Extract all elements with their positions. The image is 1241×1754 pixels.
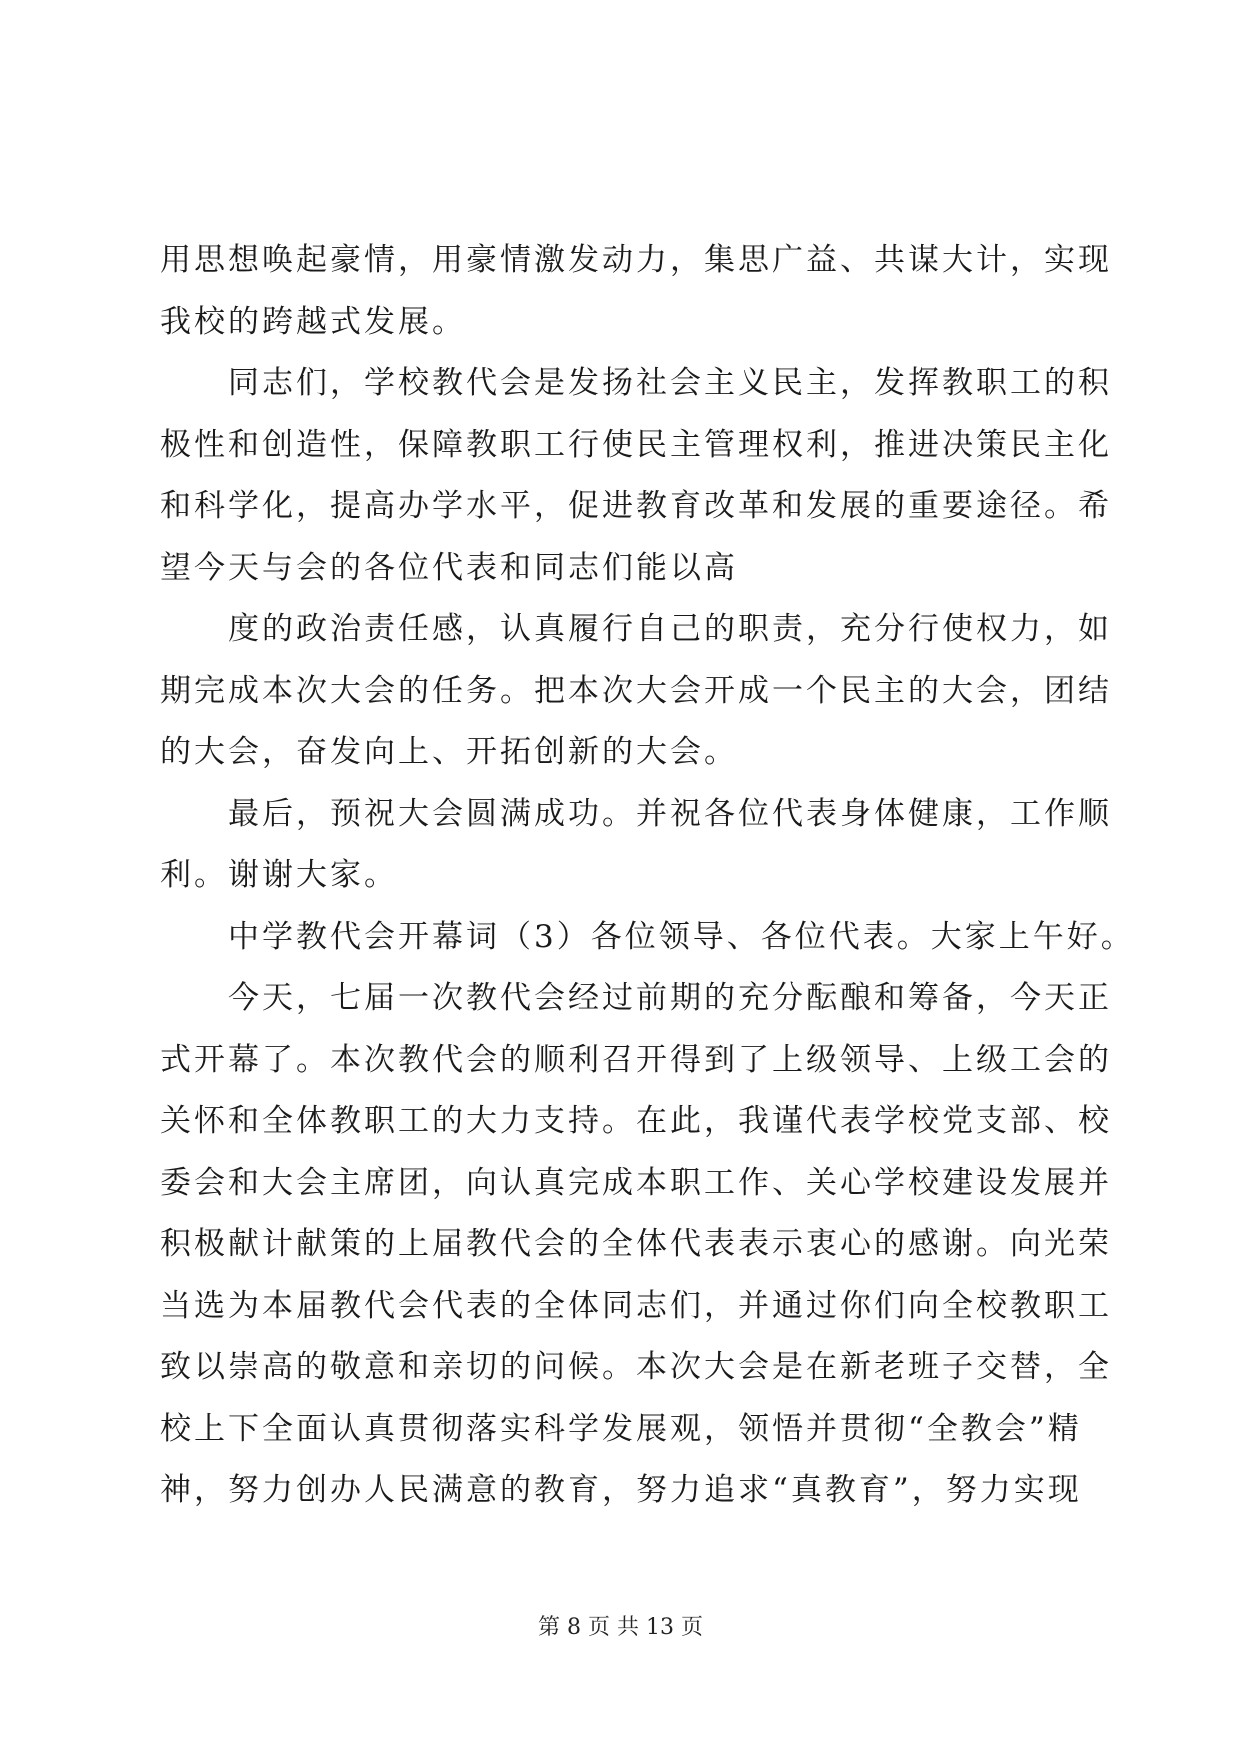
text-line: 的大会，奋发向上、开拓创新的大会。 (160, 734, 738, 770)
text-line: 利。谢谢大家。 (160, 857, 398, 893)
text-line: 望今天与会的各位代表和同志们能以高 (160, 549, 738, 586)
paragraph-start-line: 同志们，学校教代会是发扬社会主义民主，发挥教职工的积 (228, 365, 1112, 401)
text-line: 校上下全面认真贯彻落实科学发展观，领悟并贯彻“全教会”精 (160, 1410, 1082, 1447)
text-line: 神，努力创办人民满意的教育，努力追求“真教育”，努力实现 (160, 1472, 1082, 1508)
text-line: 关怀和全体教职工的大力支持。在此，我谨代表学校党支部、校 (160, 1103, 1112, 1139)
text-line: 期完成本次大会的任务。把本次大会开成一个民主的大会，团结 (160, 672, 1112, 709)
text-line: 致以崇高的敬意和亲切的问候。本次大会是在新老班子交替，全 (160, 1349, 1112, 1385)
text-line: 式开幕了。本次教代会的顺利召开得到了上级领导、上级工会的 (160, 1041, 1112, 1078)
text-line: 委会和大会主席团，向认真完成本职工作、关心学校建设发展并 (160, 1164, 1112, 1201)
page-number-footer: 第 8 页 共 13 页 (538, 1615, 703, 1640)
text-line: 用思想唤起豪情，用豪情激发动力，集思广益、共谋大计，实现 (160, 242, 1112, 278)
paragraph-start-line: 度的政治责任感，认真履行自己的职责，充分行使权力，如 (228, 611, 1112, 647)
paragraph-start-line: 中学教代会开幕词（3）各位领导、各位代表。大家上午好。 (228, 918, 1135, 955)
text-line: 我校的跨越式发展。 (160, 303, 466, 340)
paragraph-start-line: 最后，预祝大会圆满成功。并祝各位代表身体健康，工作顺 (228, 795, 1112, 832)
body-text (160, 230, 1135, 1522)
text-line: 积极献计献策的上届教代会的全体代表表示衷心的感谢。向光荣 (160, 1226, 1112, 1262)
paragraph-start-line: 今天，七届一次教代会经过前期的充分酝酿和筹备，今天正 (228, 980, 1112, 1016)
text-line: 当选为本届教代会代表的全体同志们，并通过你们向全校教职工 (160, 1287, 1112, 1324)
text-line: 和科学化，提高办学水平，促进教育改革和发展的重要途径。希 (160, 488, 1112, 524)
text-line: 极性和创造性，保障教职工行使民主管理权利，推进决策民主化 (160, 426, 1112, 463)
